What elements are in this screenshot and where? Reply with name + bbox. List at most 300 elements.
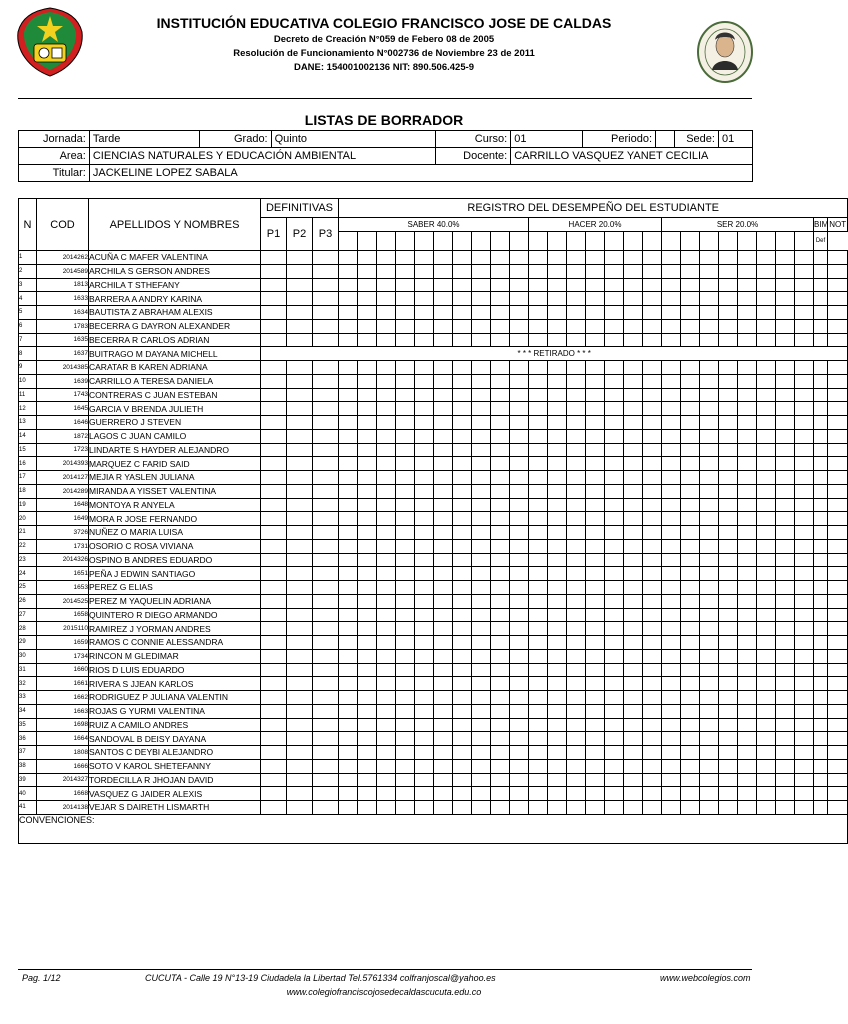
grade-cell[interactable] (795, 471, 814, 485)
grade-cell[interactable] (776, 553, 795, 567)
grade-cell[interactable] (700, 539, 719, 553)
grade-cell[interactable] (434, 498, 453, 512)
grade-cell[interactable] (795, 402, 814, 416)
grade-cell[interactable] (453, 622, 472, 636)
grade-cell[interactable] (828, 306, 848, 320)
grade-cell[interactable] (434, 278, 453, 292)
grade-cell[interactable] (529, 361, 548, 375)
grade-cell[interactable] (396, 622, 415, 636)
grade-cell[interactable] (567, 306, 586, 320)
grade-cell[interactable] (814, 746, 828, 760)
grade-cell[interactable] (453, 306, 472, 320)
grade-cell[interactable] (700, 801, 719, 815)
definitiva-cell[interactable] (287, 443, 313, 457)
grade-cell[interactable] (700, 306, 719, 320)
grade-cell[interactable] (415, 361, 434, 375)
grade-cell[interactable] (814, 498, 828, 512)
grade-cell[interactable] (586, 498, 605, 512)
grade-cell[interactable] (472, 512, 491, 526)
grade-cell[interactable] (795, 512, 814, 526)
definitiva-cell[interactable] (261, 622, 287, 636)
definitiva-cell[interactable] (261, 594, 287, 608)
grade-cell[interactable] (795, 361, 814, 375)
grade-cell[interactable] (377, 498, 396, 512)
grade-cell[interactable] (828, 691, 848, 705)
grade-cell[interactable] (358, 622, 377, 636)
grade-cell[interactable] (548, 306, 567, 320)
definitiva-cell[interactable] (287, 457, 313, 471)
grade-cell[interactable] (605, 264, 624, 278)
grade-cell[interactable] (396, 581, 415, 595)
grade-cell[interactable] (719, 539, 738, 553)
grade-cell[interactable] (624, 512, 643, 526)
definitiva-cell[interactable] (313, 457, 339, 471)
grade-cell[interactable] (643, 677, 662, 691)
definitiva-cell[interactable] (313, 306, 339, 320)
grade-cell[interactable] (586, 691, 605, 705)
grade-cell[interactable] (377, 622, 396, 636)
grade-cell[interactable] (662, 333, 681, 347)
definitiva-cell[interactable] (287, 402, 313, 416)
grade-cell[interactable] (339, 787, 358, 801)
grade-cell[interactable] (491, 608, 510, 622)
grade-cell[interactable] (339, 333, 358, 347)
definitiva-cell[interactable] (261, 361, 287, 375)
grade-cell[interactable] (491, 416, 510, 430)
grade-cell[interactable] (567, 581, 586, 595)
definitiva-cell[interactable] (313, 704, 339, 718)
grade-cell[interactable] (567, 333, 586, 347)
grade-cell[interactable] (453, 264, 472, 278)
grade-cell[interactable] (510, 773, 529, 787)
grade-cell[interactable] (491, 622, 510, 636)
grade-cell[interactable] (738, 649, 757, 663)
grade-cell[interactable] (548, 677, 567, 691)
definitiva-cell[interactable] (313, 278, 339, 292)
grade-cell[interactable] (776, 636, 795, 650)
grade-cell[interactable] (472, 608, 491, 622)
grade-cell[interactable] (700, 594, 719, 608)
grade-cell[interactable] (776, 278, 795, 292)
definitiva-cell[interactable] (313, 677, 339, 691)
grade-cell[interactable] (795, 663, 814, 677)
grade-cell[interactable] (624, 704, 643, 718)
definitiva-cell[interactable] (287, 732, 313, 746)
grade-cell[interactable] (396, 539, 415, 553)
grade-cell[interactable] (548, 663, 567, 677)
grade-cell[interactable] (529, 512, 548, 526)
grade-cell[interactable] (757, 526, 776, 540)
grade-cell[interactable] (700, 759, 719, 773)
grade-cell[interactable] (662, 691, 681, 705)
grade-cell[interactable] (510, 361, 529, 375)
grade-cell[interactable] (662, 732, 681, 746)
grade-cell[interactable] (795, 374, 814, 388)
grade-cell[interactable] (643, 484, 662, 498)
grade-cell[interactable] (510, 402, 529, 416)
grade-cell[interactable] (472, 539, 491, 553)
grade-cell[interactable] (681, 773, 700, 787)
grade-cell[interactable] (529, 251, 548, 265)
grade-cell[interactable] (510, 471, 529, 485)
grade-cell[interactable] (605, 498, 624, 512)
definitiva-cell[interactable] (313, 567, 339, 581)
grade-cell[interactable] (738, 512, 757, 526)
grade-cell[interactable] (662, 498, 681, 512)
grade-cell[interactable] (814, 443, 828, 457)
grade-cell[interactable] (624, 553, 643, 567)
grade-cell[interactable] (738, 718, 757, 732)
grade-cell[interactable] (776, 512, 795, 526)
grade-cell[interactable] (453, 608, 472, 622)
grade-cell[interactable] (757, 319, 776, 333)
definitiva-cell[interactable] (261, 581, 287, 595)
grade-cell[interactable] (795, 251, 814, 265)
grade-cell[interactable] (377, 594, 396, 608)
grade-cell[interactable] (828, 484, 848, 498)
grade-cell[interactable] (472, 704, 491, 718)
grade-cell[interactable] (828, 264, 848, 278)
grade-cell[interactable] (358, 361, 377, 375)
grade-cell[interactable] (828, 663, 848, 677)
grade-cell[interactable] (776, 691, 795, 705)
grade-cell[interactable] (605, 677, 624, 691)
grade-cell[interactable] (396, 801, 415, 815)
grade-cell[interactable] (453, 457, 472, 471)
definitiva-cell[interactable] (313, 526, 339, 540)
grade-cell[interactable] (434, 746, 453, 760)
grade-cell[interactable] (814, 732, 828, 746)
definitiva-cell[interactable] (261, 718, 287, 732)
grade-cell[interactable] (358, 526, 377, 540)
grade-cell[interactable] (681, 608, 700, 622)
grade-cell[interactable] (415, 443, 434, 457)
grade-cell[interactable] (567, 361, 586, 375)
grade-cell[interactable] (415, 484, 434, 498)
definitiva-cell[interactable] (287, 484, 313, 498)
grade-cell[interactable] (358, 553, 377, 567)
grade-cell[interactable] (358, 264, 377, 278)
definitiva-cell[interactable] (287, 608, 313, 622)
grade-cell[interactable] (681, 691, 700, 705)
grade-cell[interactable] (776, 498, 795, 512)
grade-cell[interactable] (453, 388, 472, 402)
grade-cell[interactable] (795, 553, 814, 567)
grade-cell[interactable] (339, 718, 358, 732)
grade-cell[interactable] (738, 704, 757, 718)
grade-cell[interactable] (472, 773, 491, 787)
grade-cell[interactable] (510, 636, 529, 650)
grade-cell[interactable] (624, 292, 643, 306)
grade-cell[interactable] (814, 622, 828, 636)
grade-cell[interactable] (434, 594, 453, 608)
grade-cell[interactable] (662, 704, 681, 718)
grade-cell[interactable] (757, 677, 776, 691)
grade-cell[interactable] (624, 581, 643, 595)
grade-cell[interactable] (738, 773, 757, 787)
grade-cell[interactable] (795, 691, 814, 705)
grade-cell[interactable] (358, 567, 377, 581)
grade-cell[interactable] (377, 663, 396, 677)
definitiva-cell[interactable] (261, 264, 287, 278)
grade-cell[interactable] (776, 484, 795, 498)
grade-cell[interactable] (567, 484, 586, 498)
grade-cell[interactable] (548, 361, 567, 375)
grade-cell[interactable] (605, 704, 624, 718)
grade-cell[interactable] (795, 526, 814, 540)
grade-cell[interactable] (396, 264, 415, 278)
grade-cell[interactable] (586, 512, 605, 526)
grade-cell[interactable] (719, 388, 738, 402)
definitiva-cell[interactable] (287, 292, 313, 306)
definitiva-cell[interactable] (287, 264, 313, 278)
grade-cell[interactable] (738, 471, 757, 485)
definitiva-cell[interactable] (313, 539, 339, 553)
grade-cell[interactable] (643, 581, 662, 595)
grade-cell[interactable] (795, 319, 814, 333)
grade-cell[interactable] (828, 443, 848, 457)
grade-cell[interactable] (662, 649, 681, 663)
grade-cell[interactable] (434, 457, 453, 471)
grade-cell[interactable] (396, 649, 415, 663)
grade-cell[interactable] (415, 594, 434, 608)
grade-cell[interactable] (377, 746, 396, 760)
grade-cell[interactable] (358, 801, 377, 815)
definitiva-cell[interactable] (261, 704, 287, 718)
grade-cell[interactable] (434, 773, 453, 787)
grade-cell[interactable] (700, 677, 719, 691)
grade-cell[interactable] (814, 512, 828, 526)
definitiva-cell[interactable] (313, 553, 339, 567)
grade-cell[interactable] (415, 718, 434, 732)
grade-cell[interactable] (662, 553, 681, 567)
grade-cell[interactable] (586, 581, 605, 595)
grade-cell[interactable] (472, 251, 491, 265)
grade-cell[interactable] (567, 402, 586, 416)
grade-cell[interactable] (415, 704, 434, 718)
grade-cell[interactable] (415, 649, 434, 663)
grade-cell[interactable] (396, 691, 415, 705)
grade-cell[interactable] (814, 773, 828, 787)
definitiva-cell[interactable] (287, 581, 313, 595)
grade-cell[interactable] (586, 567, 605, 581)
grade-cell[interactable] (605, 402, 624, 416)
grade-cell[interactable] (757, 649, 776, 663)
grade-cell[interactable] (529, 484, 548, 498)
grade-cell[interactable] (529, 402, 548, 416)
grade-cell[interactable] (662, 319, 681, 333)
grade-cell[interactable] (757, 581, 776, 595)
grade-cell[interactable] (415, 457, 434, 471)
grade-cell[interactable] (377, 732, 396, 746)
grade-cell[interactable] (548, 787, 567, 801)
definitiva-cell[interactable] (261, 292, 287, 306)
grade-cell[interactable] (681, 526, 700, 540)
grade-cell[interactable] (453, 773, 472, 787)
grade-cell[interactable] (700, 704, 719, 718)
grade-cell[interactable] (548, 319, 567, 333)
definitiva-cell[interactable] (287, 526, 313, 540)
grade-cell[interactable] (567, 471, 586, 485)
grade-cell[interactable] (510, 512, 529, 526)
grade-cell[interactable] (586, 264, 605, 278)
grade-cell[interactable] (491, 759, 510, 773)
definitiva-cell[interactable] (313, 484, 339, 498)
grade-cell[interactable] (814, 429, 828, 443)
grade-cell[interactable] (529, 594, 548, 608)
grade-cell[interactable] (453, 732, 472, 746)
definitiva-cell[interactable] (261, 691, 287, 705)
grade-cell[interactable] (472, 787, 491, 801)
grade-cell[interactable] (453, 746, 472, 760)
grade-cell[interactable] (586, 732, 605, 746)
grade-cell[interactable] (643, 264, 662, 278)
grade-cell[interactable] (719, 333, 738, 347)
grade-cell[interactable] (586, 278, 605, 292)
grade-cell[interactable] (434, 704, 453, 718)
grade-cell[interactable] (472, 292, 491, 306)
grade-cell[interactable] (529, 319, 548, 333)
grade-cell[interactable] (529, 663, 548, 677)
grade-cell[interactable] (415, 374, 434, 388)
grade-cell[interactable] (339, 319, 358, 333)
grade-cell[interactable] (700, 443, 719, 457)
definitiva-cell[interactable] (287, 429, 313, 443)
grade-cell[interactable] (719, 402, 738, 416)
definitiva-cell[interactable] (261, 553, 287, 567)
grade-cell[interactable] (795, 594, 814, 608)
grade-cell[interactable] (814, 594, 828, 608)
grade-cell[interactable] (510, 333, 529, 347)
grade-cell[interactable] (453, 292, 472, 306)
grade-cell[interactable] (795, 567, 814, 581)
grade-cell[interactable] (415, 319, 434, 333)
grade-cell[interactable] (567, 443, 586, 457)
grade-cell[interactable] (643, 388, 662, 402)
grade-cell[interactable] (491, 801, 510, 815)
grade-cell[interactable] (662, 512, 681, 526)
grade-cell[interactable] (491, 471, 510, 485)
grade-cell[interactable] (529, 264, 548, 278)
grade-cell[interactable] (700, 457, 719, 471)
grade-cell[interactable] (700, 264, 719, 278)
grade-cell[interactable] (795, 759, 814, 773)
grade-cell[interactable] (472, 498, 491, 512)
grade-cell[interactable] (510, 677, 529, 691)
grade-cell[interactable] (548, 443, 567, 457)
grade-cell[interactable] (757, 773, 776, 787)
grade-cell[interactable] (567, 801, 586, 815)
grade-cell[interactable] (700, 388, 719, 402)
grade-cell[interactable] (757, 622, 776, 636)
grade-cell[interactable] (339, 594, 358, 608)
grade-cell[interactable] (776, 649, 795, 663)
grade-cell[interactable] (434, 471, 453, 485)
grade-cell[interactable] (605, 306, 624, 320)
grade-cell[interactable] (453, 691, 472, 705)
grade-cell[interactable] (358, 471, 377, 485)
grade-cell[interactable] (491, 553, 510, 567)
grade-cell[interactable] (700, 691, 719, 705)
definitiva-cell[interactable] (313, 718, 339, 732)
grade-cell[interactable] (643, 746, 662, 760)
definitiva-cell[interactable] (261, 636, 287, 650)
grade-cell[interactable] (529, 498, 548, 512)
grade-cell[interactable] (624, 773, 643, 787)
grade-cell[interactable] (738, 416, 757, 430)
definitiva-cell[interactable] (261, 402, 287, 416)
grade-cell[interactable] (738, 333, 757, 347)
grade-cell[interactable] (396, 402, 415, 416)
grade-cell[interactable] (828, 498, 848, 512)
grade-cell[interactable] (358, 677, 377, 691)
grade-cell[interactable] (605, 484, 624, 498)
grade-cell[interactable] (700, 251, 719, 265)
grade-cell[interactable] (396, 608, 415, 622)
definitiva-cell[interactable] (313, 581, 339, 595)
grade-cell[interactable] (415, 759, 434, 773)
grade-cell[interactable] (662, 759, 681, 773)
grade-cell[interactable] (662, 402, 681, 416)
grade-cell[interactable] (491, 732, 510, 746)
grade-cell[interactable] (529, 759, 548, 773)
grade-cell[interactable] (643, 319, 662, 333)
grade-cell[interactable] (453, 498, 472, 512)
grade-cell[interactable] (738, 608, 757, 622)
grade-cell[interactable] (776, 443, 795, 457)
grade-cell[interactable] (681, 457, 700, 471)
grade-cell[interactable] (776, 333, 795, 347)
grade-cell[interactable] (662, 622, 681, 636)
grade-cell[interactable] (358, 319, 377, 333)
grade-cell[interactable] (700, 333, 719, 347)
grade-cell[interactable] (472, 663, 491, 677)
grade-cell[interactable] (814, 333, 828, 347)
grade-cell[interactable] (605, 539, 624, 553)
grade-cell[interactable] (358, 498, 377, 512)
grade-cell[interactable] (605, 278, 624, 292)
grade-cell[interactable] (776, 732, 795, 746)
grade-cell[interactable] (814, 264, 828, 278)
grade-cell[interactable] (681, 732, 700, 746)
grade-cell[interactable] (510, 526, 529, 540)
grade-cell[interactable] (814, 691, 828, 705)
grade-cell[interactable] (339, 374, 358, 388)
grade-cell[interactable] (453, 801, 472, 815)
grade-cell[interactable] (681, 581, 700, 595)
grade-cell[interactable] (339, 292, 358, 306)
grade-cell[interactable] (586, 526, 605, 540)
grade-cell[interactable] (643, 691, 662, 705)
grade-cell[interactable] (828, 512, 848, 526)
grade-cell[interactable] (510, 759, 529, 773)
grade-cell[interactable] (510, 787, 529, 801)
grade-cell[interactable] (586, 416, 605, 430)
grade-cell[interactable] (472, 746, 491, 760)
grade-cell[interactable] (700, 429, 719, 443)
definitiva-cell[interactable] (287, 718, 313, 732)
grade-cell[interactable] (738, 594, 757, 608)
grade-cell[interactable] (605, 787, 624, 801)
definitiva-cell[interactable] (261, 663, 287, 677)
grade-cell[interactable] (681, 512, 700, 526)
grade-cell[interactable] (700, 416, 719, 430)
definitiva-cell[interactable] (313, 443, 339, 457)
grade-cell[interactable] (757, 471, 776, 485)
grade-cell[interactable] (828, 704, 848, 718)
grade-cell[interactable] (828, 402, 848, 416)
grade-cell[interactable] (415, 471, 434, 485)
